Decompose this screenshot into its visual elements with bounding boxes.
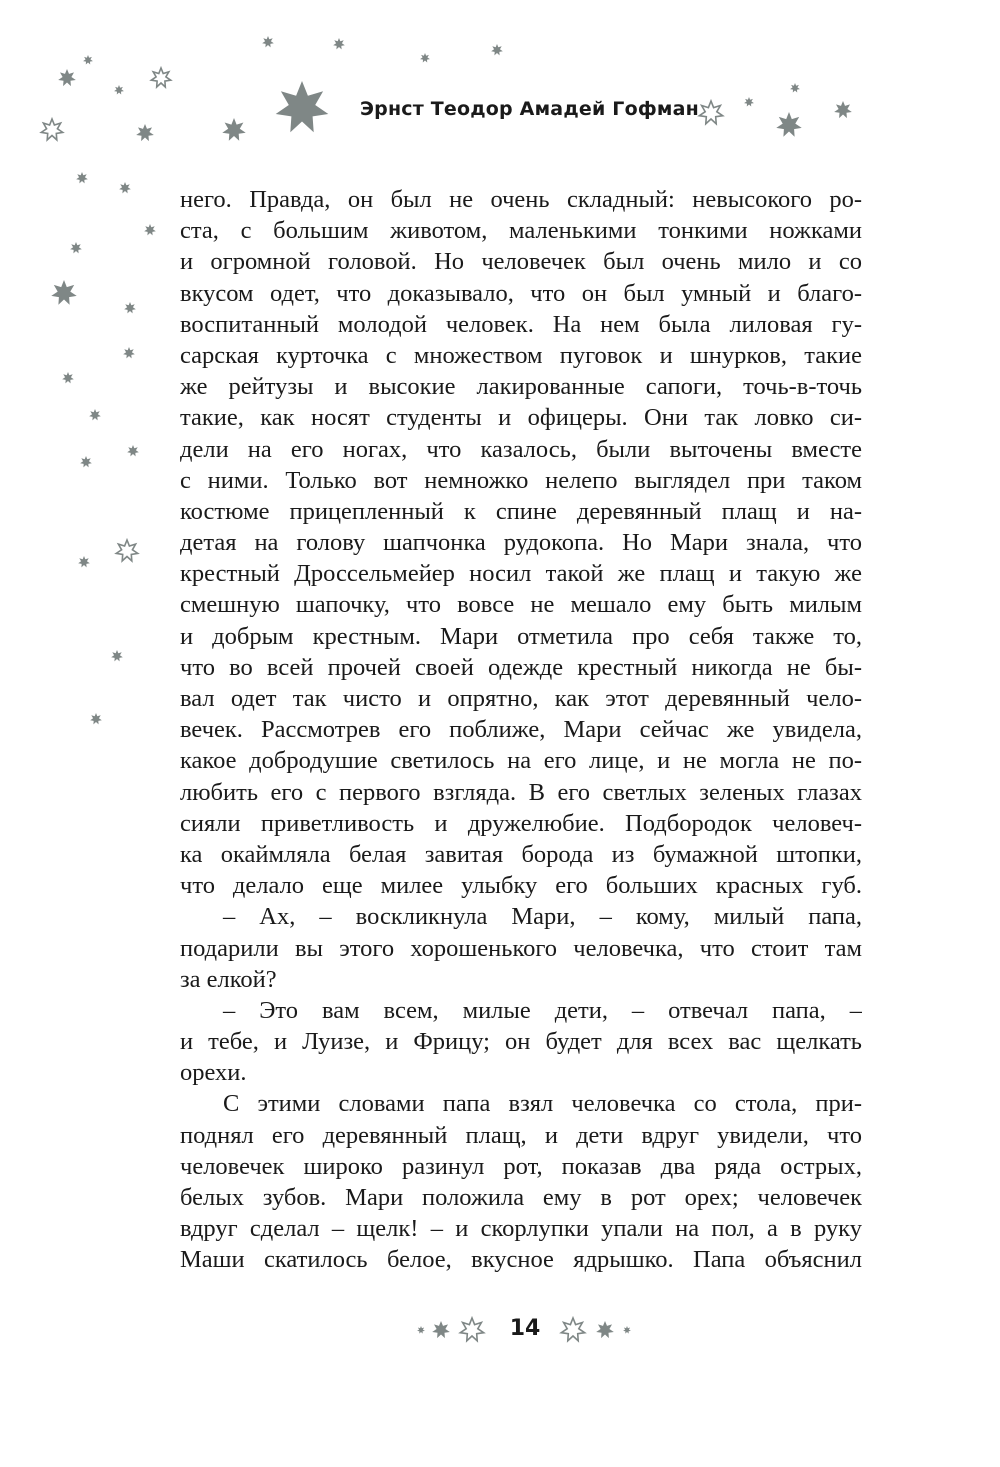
star-icon xyxy=(596,1321,614,1338)
text-line: какое добродушие светилось на его лице, и не могла не по- xyxy=(180,747,862,775)
text-line: поднял его деревянный плащ, и дети вдруг увидели, что xyxy=(180,1121,862,1149)
text-line: – Это вам всем, милые дети, – отвечал папа, – xyxy=(223,996,862,1024)
text-line: воспитанный молодой человек. На нем была лиловая гу- xyxy=(180,310,862,338)
star-icon xyxy=(123,347,135,358)
running-header-author: Эрнст Теодор Амадей Гофман xyxy=(360,98,699,120)
outline-star-icon xyxy=(151,68,170,87)
star-icon xyxy=(776,112,801,137)
star-icon xyxy=(70,242,82,253)
text-line: костюме прицепленный к спине деревянный плащ и на- xyxy=(180,497,862,525)
star-icon xyxy=(623,1326,631,1334)
text-line: крестный Дроссельмейер носил такой же плащ и такую же xyxy=(180,560,862,588)
star-icon xyxy=(51,280,76,305)
star-icon xyxy=(417,1326,425,1334)
star-icon xyxy=(62,372,74,383)
star-icon xyxy=(58,69,76,86)
text-line: человечек широко разинул рот, показав два ряда острых, xyxy=(180,1152,862,1180)
star-icon xyxy=(744,97,754,107)
star-icon xyxy=(491,44,503,55)
star-icon xyxy=(222,118,245,141)
text-line: дели на его ногах, что казалось, были выточены вместе xyxy=(180,435,862,463)
text-line: орехи. xyxy=(180,1059,247,1087)
star-icon xyxy=(76,172,88,183)
star-icon xyxy=(420,53,430,63)
text-line: – Ах, – воскликнула Мари, – кому, милый папа, xyxy=(223,903,862,931)
text-line: и огромной головой. Но человечек был очень мило и со xyxy=(180,248,862,276)
text-line: же рейтузы и высокие лакированные сапоги, точь-в-точь xyxy=(180,373,862,401)
star-icon xyxy=(127,445,139,456)
outline-star-icon xyxy=(699,101,722,124)
page-number: 14 xyxy=(509,1316,541,1341)
star-icon xyxy=(790,83,800,93)
star-icon xyxy=(83,55,93,65)
text-line: любить его с первого взгляда. В его светлых зеленых глазах xyxy=(180,778,862,806)
text-line: вечек. Рассмотрев его поближе, Мари сейчас же увидела, xyxy=(180,716,862,744)
star-icon xyxy=(80,456,92,467)
text-line: ка окаймляла белая завитая борода из бумажной штопки, xyxy=(180,840,862,868)
star-icon xyxy=(834,101,852,118)
text-line: такие, как носят студенты и офицеры. Они так ловко си- xyxy=(180,404,862,432)
text-line: С этими словами папа взял человечка со стола, при- xyxy=(223,1090,862,1118)
text-line: сияли приветливость и дружелюбие. Подбородок человеч- xyxy=(180,809,862,837)
text-line: и тебе, и Луизе, и Фрицу; он будет для всех вас щелкать xyxy=(180,1028,862,1056)
text-line: детая на голову шапчонка рудокопа. Но Мари знала, что xyxy=(180,529,862,557)
body-text xyxy=(180,184,862,1276)
star-icon xyxy=(262,36,274,47)
text-line: за елкой? xyxy=(180,965,277,993)
star-icon xyxy=(78,556,90,567)
star-icon xyxy=(144,224,156,235)
text-line: что во всей прочей своей одежде крестный никогда не бы- xyxy=(180,653,862,681)
text-line: него. Правда, он был не очень складный: невысокого ро- xyxy=(180,186,862,213)
text-line: подарили вы этого хорошенького человечка, что стоит там xyxy=(180,934,862,962)
text-line: вдруг сделал – щелк! – и скорлупки упали на пол, а в руку xyxy=(180,1215,862,1243)
star-icon xyxy=(432,1321,450,1338)
star-icon xyxy=(89,409,101,420)
outline-star-icon xyxy=(460,1318,483,1341)
text-line: вкусом одет, что доказывало, что он был умный и благо- xyxy=(180,279,862,307)
text-line: белых зубов. Мари положила ему в рот орех; человечек xyxy=(180,1184,862,1211)
text-line: Маши скатилось белое, вкусное ядрышко. Папа объяснил xyxy=(180,1246,862,1274)
star-icon xyxy=(124,302,136,313)
star-icon xyxy=(276,81,329,132)
star-icon xyxy=(111,650,123,661)
text-line: сарская курточка с множеством пуговок и шнурков, такие xyxy=(180,341,862,369)
outline-star-icon xyxy=(41,119,62,140)
text-line: смешную шапочку, что вовсе не мешало ему быть милым xyxy=(180,591,862,619)
outline-star-icon xyxy=(561,1318,584,1341)
text-line: и добрым крестным. Мари отметила про себя также то, xyxy=(180,622,862,650)
text-line: вал одет так чисто и опрятно, как этот деревянный чело- xyxy=(180,685,862,712)
star-icon xyxy=(119,182,131,193)
outline-star-icon xyxy=(116,540,137,561)
text-line: с ними. Только вот немножко нелепо выглядел при таком xyxy=(180,466,862,494)
text-line: ста, с большим животом, маленькими тонкими ножками xyxy=(180,217,862,245)
star-icon xyxy=(114,85,124,95)
star-icon xyxy=(333,38,345,49)
star-icon xyxy=(136,124,154,141)
text-line: что делало еще милее улыбку его больших красных губ. xyxy=(180,872,862,900)
star-icon xyxy=(90,713,102,724)
